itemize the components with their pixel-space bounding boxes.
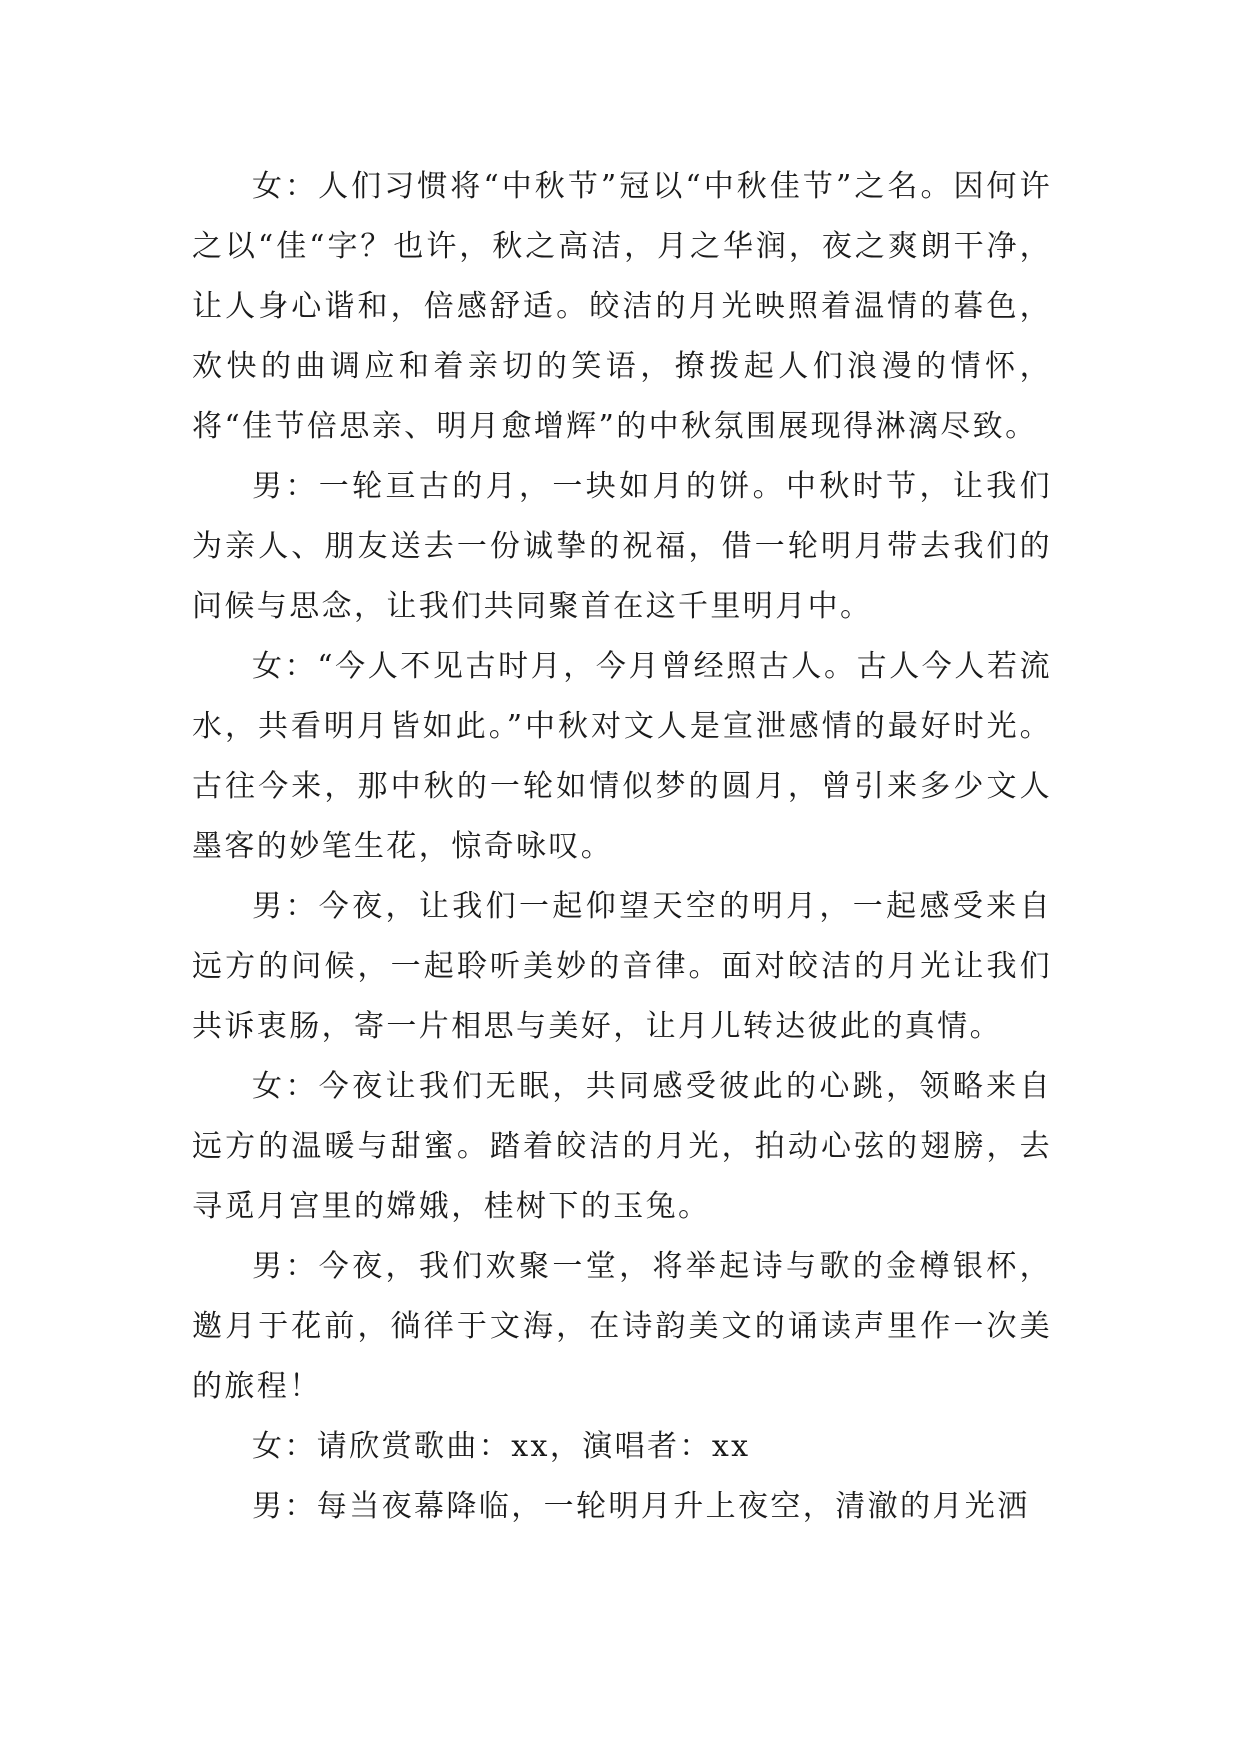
paragraph-male-host-1: 男：一轮亘古的月，一块如月的饼。中秋时节，让我们为亲人、朋友送去一份诚挚的祝福，借一轮明月带去我们的问候与思念，让我们共同聚首在这千里明月中。 — [192, 469, 1052, 624]
paragraph-female-host-2: 女：“今人不见古时月，今月曾经照古人。古人今人若流水，共看明月皆如此。”中秋对文人是宣泄感情的最好时光。古往今来，那中秋的一轮如情似梦的圆月，曾引来多少文人墨客的妙笔生花，惊奇咏叹。 — [192, 649, 1052, 864]
paragraph-female-host-1: 女：人们习惯将“中秋节”冠以“中秋佳节”之名。因何许之以“佳“字？也许，秋之高洁，月之华润，夜之爽朗干净，让人身心谐和，倍感舒适。皎洁的月光映照着温情的暮色，欢快的曲调应和着亲切的笑语，撩拨起人们浪漫的情怀，将“佳节倍思亲、明月愈增辉”的中秋氛围展现得淋漓尽致。 — [192, 169, 1052, 444]
document-body — [192, 157, 1052, 1537]
paragraph-male-host-2: 男：今夜，让我们一起仰望天空的明月，一起感受来自远方的问候，一起聆听美妙的音律。面对皎洁的月光让我们共诉衷肠，寄一片相思与美好，让月儿转达彼此的真情。 — [192, 889, 1052, 1044]
paragraph-male-host-4: 男：每当夜幕降临，一轮明月升上夜空，清澈的月光洒 — [252, 1489, 1030, 1524]
paragraph-male-host-3: 男：今夜，我们欢聚一堂，将举起诗与歌的金樽银杯，邀月于花前，徜徉于文海，在诗韵美文的诵读声里作一次美的旅程！ — [192, 1249, 1052, 1404]
paragraph-female-host-3: 女：今夜让我们无眠，共同感受彼此的心跳，领略来自远方的温暖与甜蜜。踏着皎洁的月光，拍动心弦的翅膀，去寻觅月宫里的嫦娥，桂树下的玉兔。 — [192, 1069, 1052, 1224]
paragraph-female-host-4: 女：请欣赏歌曲：xx，演唱者：xx — [252, 1429, 751, 1464]
